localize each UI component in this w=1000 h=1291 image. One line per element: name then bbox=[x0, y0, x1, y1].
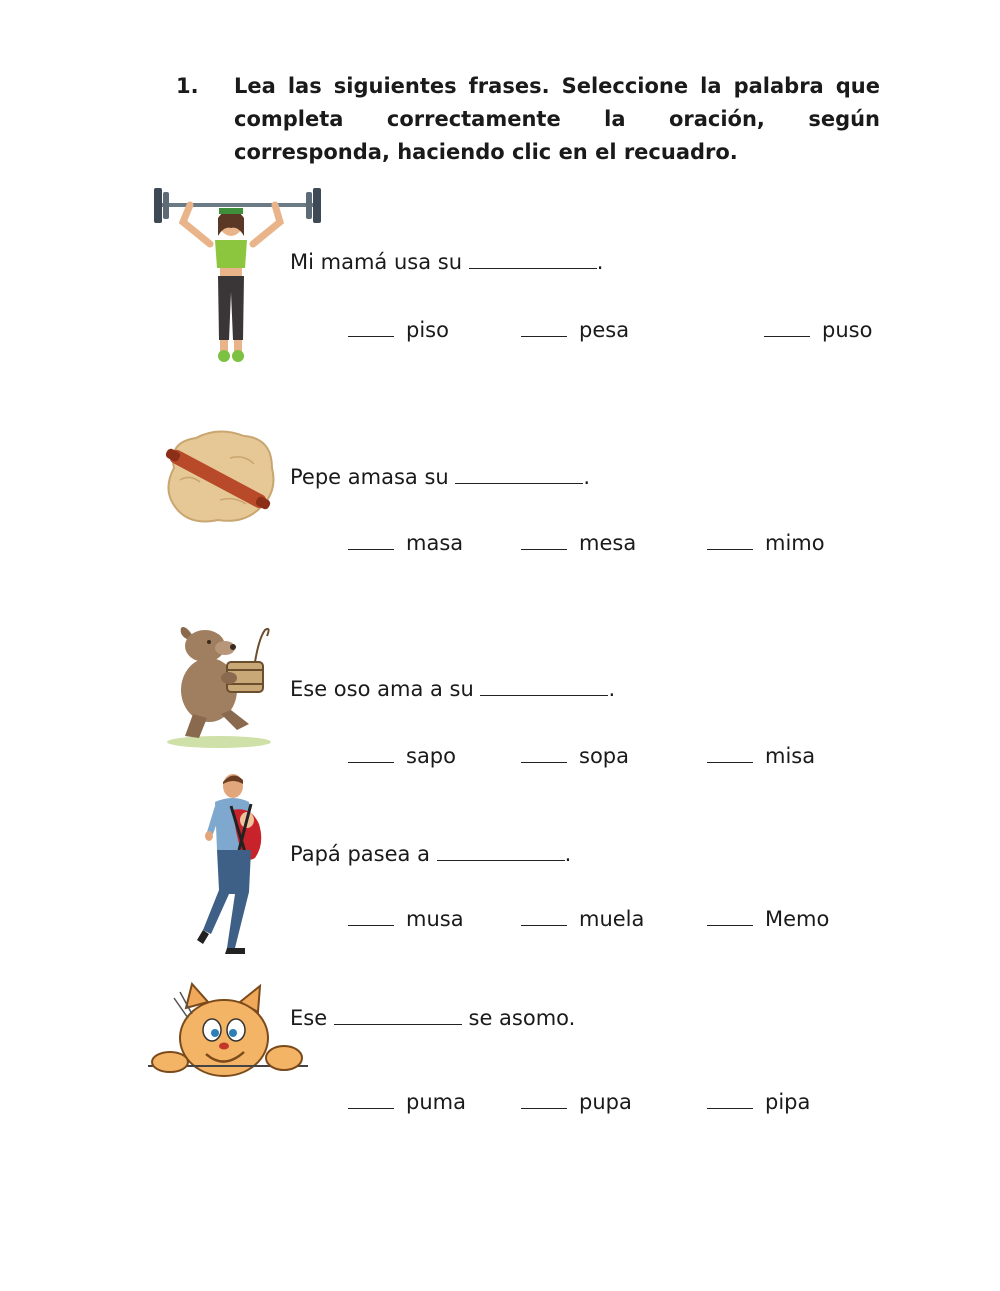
option-3-c[interactable]: misa bbox=[707, 744, 815, 768]
weightlifter-illustration bbox=[150, 182, 325, 367]
father-baby-illustration bbox=[195, 772, 275, 958]
option-5-b[interactable]: pupa bbox=[521, 1090, 632, 1114]
option-checkbox[interactable] bbox=[521, 318, 567, 337]
option-checkbox[interactable] bbox=[348, 318, 394, 337]
option-checkbox[interactable] bbox=[521, 531, 567, 550]
option-1-a[interactable]: piso bbox=[348, 318, 449, 342]
option-1-b[interactable]: pesa bbox=[521, 318, 629, 342]
option-4-b[interactable]: muela bbox=[521, 907, 644, 931]
option-checkbox[interactable] bbox=[521, 1090, 567, 1109]
instruction-number: 1. bbox=[176, 74, 199, 98]
answer-blank[interactable] bbox=[469, 250, 597, 269]
option-checkbox[interactable] bbox=[764, 318, 810, 337]
option-checkbox[interactable] bbox=[707, 1090, 753, 1109]
sentence-1: Mi mamá usa su . bbox=[290, 250, 604, 274]
answer-blank[interactable] bbox=[334, 1006, 462, 1025]
answer-blank[interactable] bbox=[455, 465, 583, 484]
option-checkbox[interactable] bbox=[521, 907, 567, 926]
bear-illustration bbox=[163, 618, 275, 750]
option-checkbox[interactable] bbox=[707, 744, 753, 763]
option-checkbox[interactable] bbox=[348, 531, 394, 550]
option-checkbox[interactable] bbox=[521, 744, 567, 763]
answer-blank[interactable] bbox=[437, 842, 565, 861]
sentence-5: Ese se asomo. bbox=[290, 1006, 576, 1030]
option-3-a[interactable]: sapo bbox=[348, 744, 456, 768]
option-2-c[interactable]: mimo bbox=[707, 531, 825, 555]
option-5-a[interactable]: puma bbox=[348, 1090, 466, 1114]
option-4-a[interactable]: musa bbox=[348, 907, 464, 931]
sentence-3: Ese oso ama a su . bbox=[290, 677, 616, 701]
sentence-2: Pepe amasa su . bbox=[290, 465, 591, 489]
option-checkbox[interactable] bbox=[348, 744, 394, 763]
cat-illustration bbox=[146, 978, 310, 1082]
sentence-4: Papá pasea a . bbox=[290, 842, 572, 866]
option-3-b[interactable]: sopa bbox=[521, 744, 629, 768]
option-2-b[interactable]: mesa bbox=[521, 531, 636, 555]
answer-blank[interactable] bbox=[480, 677, 608, 696]
option-checkbox[interactable] bbox=[707, 907, 753, 926]
option-checkbox[interactable] bbox=[348, 1090, 394, 1109]
dough-illustration bbox=[160, 428, 280, 526]
option-5-c[interactable]: pipa bbox=[707, 1090, 810, 1114]
option-2-a[interactable]: masa bbox=[348, 531, 463, 555]
instruction-text: Lea las siguientes frases. Seleccione la palabra que completa correctamente la oración, según corresponda, haciendo clic en el recuadro. bbox=[234, 74, 880, 164]
option-4-c[interactable]: Memo bbox=[707, 907, 829, 931]
option-1-c[interactable]: puso bbox=[764, 318, 872, 342]
option-checkbox[interactable] bbox=[348, 907, 394, 926]
option-checkbox[interactable] bbox=[707, 531, 753, 550]
